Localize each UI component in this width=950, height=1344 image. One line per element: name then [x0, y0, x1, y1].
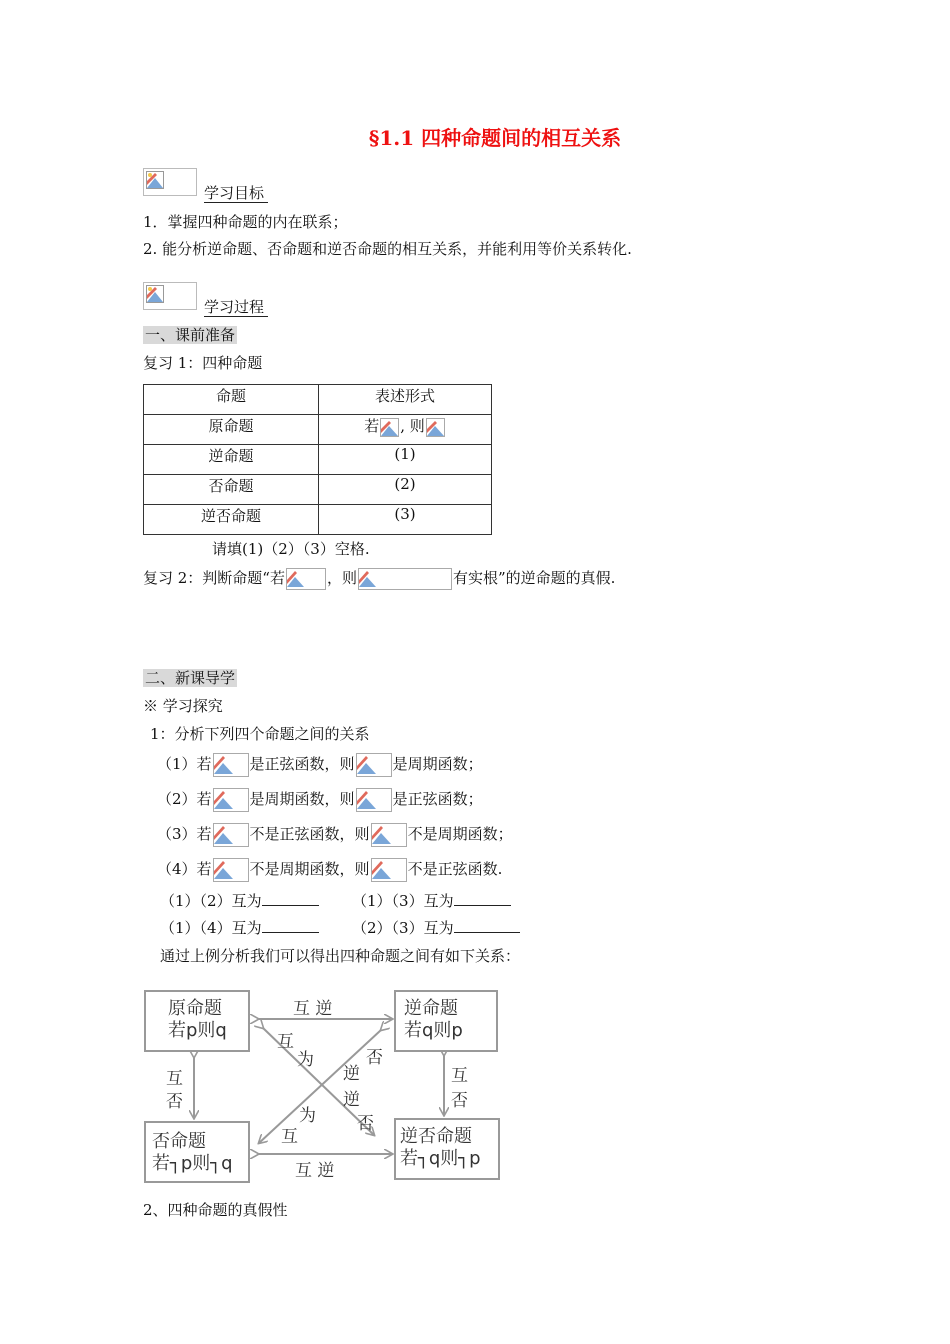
table-cell: 否命题	[144, 475, 319, 505]
table-cell: 逆否命题	[144, 505, 319, 535]
label-diagonal-a-2: 为	[297, 1050, 314, 1070]
goal-item-1: 1．掌握四种命题的内在联系；	[143, 213, 348, 231]
heading-new-lesson: 二、新课导学	[145, 669, 236, 687]
table-cell-original-form: 若 , 则	[319, 415, 492, 445]
label-diagonal-a-1: 互	[277, 1032, 294, 1052]
label-left-inverse-1: 互	[166, 1069, 183, 1089]
label-diagonal-a-4: 否	[357, 1114, 374, 1134]
label-diagonal-b-3: 为	[299, 1106, 316, 1126]
table-cell: 逆命题	[144, 445, 319, 475]
review-2: 复习 2：判断命题“若 ，则 有实根”的逆命题的真假.	[143, 567, 615, 590]
label-diagonal-a-3: 逆	[343, 1090, 360, 1110]
relation-fill-1: （1）（2）互为	[160, 890, 319, 911]
summary-text: 通过上例分析我们可以得出四种命题之间有如下关系：	[160, 947, 521, 965]
relation-fill-4: （2）（3）互为	[352, 917, 520, 938]
label-bottom-converse: 互 逆	[295, 1161, 335, 1181]
label-diagonal-b-4: 互	[281, 1127, 298, 1147]
proposition-2: （2）若 是周期函数，则 是正弦函数；	[157, 788, 483, 812]
label-left-inverse-2: 否	[166, 1092, 183, 1112]
table-cell: (3)	[319, 505, 492, 535]
label-diagonal-b-1: 否	[366, 1048, 383, 1068]
relation-fill-3: （1）（4）互为	[160, 917, 319, 938]
question-1: 1：分析下列四个命题之间的关系	[150, 725, 370, 743]
table-header: 命题	[144, 385, 319, 415]
relation-fill-2: （1）（3）互为	[352, 890, 511, 911]
box-converse-proposition: 逆命题 若q则p	[394, 990, 498, 1052]
fill-note: 请填(1)（2）（3）空格.	[212, 540, 370, 558]
table-cell: 原命题	[144, 415, 319, 445]
table-cell: (1)	[319, 445, 492, 475]
box-contrapositive-proposition: 逆否命题 若┐q则┐p	[394, 1118, 500, 1180]
explore-heading: ※ 学习探究	[143, 697, 223, 715]
proposition-3: （3）若 不是正弦函数，则 不是周期函数；	[157, 823, 513, 847]
table-cell: (2)	[319, 475, 492, 505]
question-2: 2、四种命题的真假性	[143, 1201, 288, 1219]
proposition-4: （4）若 不是周期函数，则 不是正弦函数.	[157, 858, 502, 882]
section-label-goals: 学习目标	[204, 182, 268, 203]
label-diagonal-b-2: 逆	[343, 1064, 360, 1084]
page-title: §1.1 四种命题间的相互关系	[368, 126, 622, 150]
heading-prep: 一、课前准备	[145, 326, 236, 344]
box-original-proposition: 原命题 若p则q	[144, 990, 250, 1052]
label-top-converse: 互 逆	[293, 999, 333, 1019]
review-1: 复习 1：四种命题	[143, 354, 263, 372]
label-right-inverse-1: 互	[451, 1066, 468, 1086]
label-right-inverse-2: 否	[451, 1091, 468, 1111]
goal-item-2: 2. 能分析逆命题、否命题和逆否命题的相互关系，并能利用等价关系转化.	[143, 240, 632, 258]
table-header: 表述形式	[319, 385, 492, 415]
section-label-process: 学习过程	[204, 296, 268, 317]
box-inverse-proposition: 否命题 若┐p则┐q	[144, 1121, 250, 1183]
proposition-1: （1）若 是正弦函数，则 是周期函数；	[157, 753, 483, 777]
